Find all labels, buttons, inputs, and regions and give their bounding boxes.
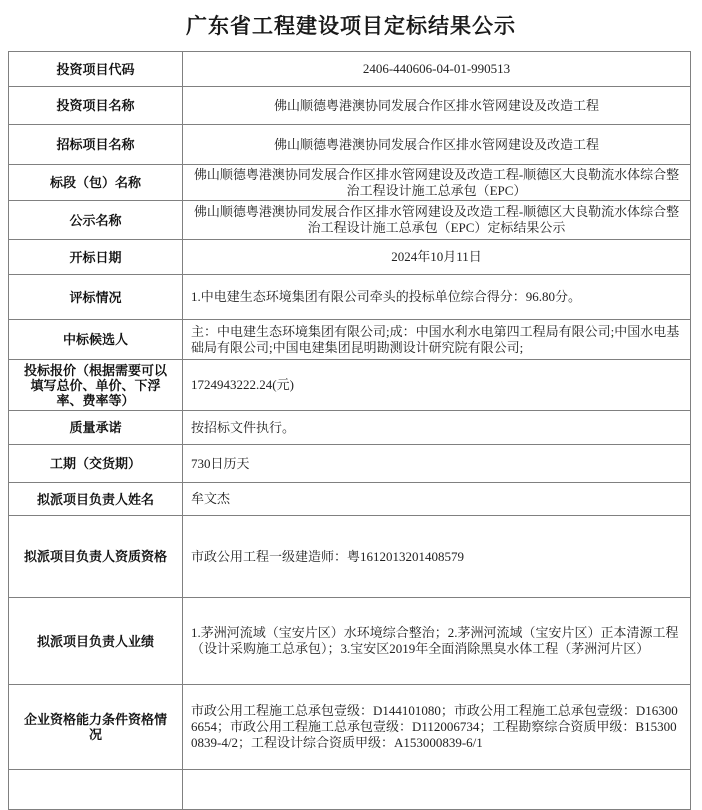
row-value: 市政公用工程一级建造师：粤1612013201408579 [191, 548, 465, 564]
table-row-project-manager-qualification [9, 515, 690, 597]
table-row-construction-period [9, 444, 690, 482]
row-value: 1724943222.24(元) [191, 377, 294, 392]
row-label: 拟派项目负责人姓名 [9, 483, 183, 515]
row-value: 2024年10月11日 [391, 249, 482, 264]
row-value: 佛山顺德粤港澳协同发展合作区排水管网建设及改造工程 [273, 97, 599, 113]
row-label: 公示名称 [9, 201, 183, 239]
row-label: 投资项目名称 [9, 87, 183, 124]
row-value: 1.茅洲河流域（宝安片区）水环境综合整治；2.茅洲河流域（宝安片区）正本清源工程（设计采购施工总承包）；3.宝安区2019年全面消除黑臭水体工程（茅洲河片区） [191, 625, 679, 656]
row-label: 质量承诺 [9, 411, 183, 444]
table-row-project-manager-name [9, 482, 690, 515]
row-label: 评标情况 [9, 275, 183, 319]
table-row-investment-project-code [9, 52, 690, 86]
row-label: 企业资格能力条件资格情况 [9, 685, 183, 769]
row-value: 市政公用工程施工总承包壹级：D144101080；市政公用工程施工总承包壹级：D163006654；市政公用工程施工总承包壹级：D112006734；工程勘察综合资质甲级：B153000839-4/2；工程设计综合资质甲级：A153000839-6/1 [191, 703, 678, 750]
row-label: 标段（包）名称 [9, 165, 183, 200]
page-title: 广东省工程建设项目定标结果公示 [186, 14, 516, 38]
table-row-announcement-name [9, 200, 690, 239]
row-label: 中标候选人 [9, 320, 183, 359]
table-row-investment-project-name [9, 86, 690, 124]
row-label: 工期（交货期） [9, 445, 183, 482]
table-row-partial-bottom [9, 769, 690, 809]
table-row-tender-project-name [9, 124, 690, 164]
table-row-evaluation-result [9, 274, 690, 319]
row-value: 2406-440606-04-01-990513 [362, 61, 511, 76]
table-row-section-package-name [9, 164, 690, 200]
table-row-project-manager-achievements [9, 597, 690, 684]
table-row-bid-opening-date [9, 239, 690, 274]
row-label: 拟派项目负责人资质资格 [9, 516, 183, 597]
table-row-bid-price [9, 359, 690, 410]
row-label: 拟派项目负责人业绩 [9, 598, 183, 684]
bid-result-table [8, 51, 691, 810]
row-value: 佛山顺德粤港澳协同发展合作区排水管网建设及改造工程 [273, 136, 599, 152]
row-label: 招标项目名称 [9, 125, 183, 164]
table-row-enterprise-qualification [9, 684, 690, 769]
row-value: 730日历天 [191, 455, 250, 471]
row-value: 主：中电建生态环境集团有限公司;成：中国水利水电第四工程局有限公司;中国水电基础局有限公司;中国电建集团昆明勘测设计研究院有限公司; [191, 323, 680, 355]
row-value: 佛山顺德粤港澳协同发展合作区排水管网建设及改造工程-顺德区大良勒流水体综合整治工程设计施工总承包（EPC）定标结果公示 [193, 204, 680, 235]
row-label: 投资项目代码 [9, 52, 183, 86]
row-value: 牟文杰 [191, 491, 231, 506]
row-value: 1.中电建生态环境集团有限公司牵头的投标单位综合得分：96.80分。 [191, 289, 582, 304]
table-row-quality-commitment [9, 410, 690, 444]
row-value: 按招标文件执行。 [191, 419, 296, 435]
row-label: 开标日期 [9, 240, 183, 274]
table-row-winning-candidate [9, 319, 690, 359]
row-label: 投标报价（根据需要可以填写总价、单价、下浮率、费率等） [9, 360, 183, 410]
row-value: 佛山顺德粤港澳协同发展合作区排水管网建设及改造工程-顺德区大良勒流水体综合整治工程设计施工总承包（EPC） [193, 166, 680, 198]
